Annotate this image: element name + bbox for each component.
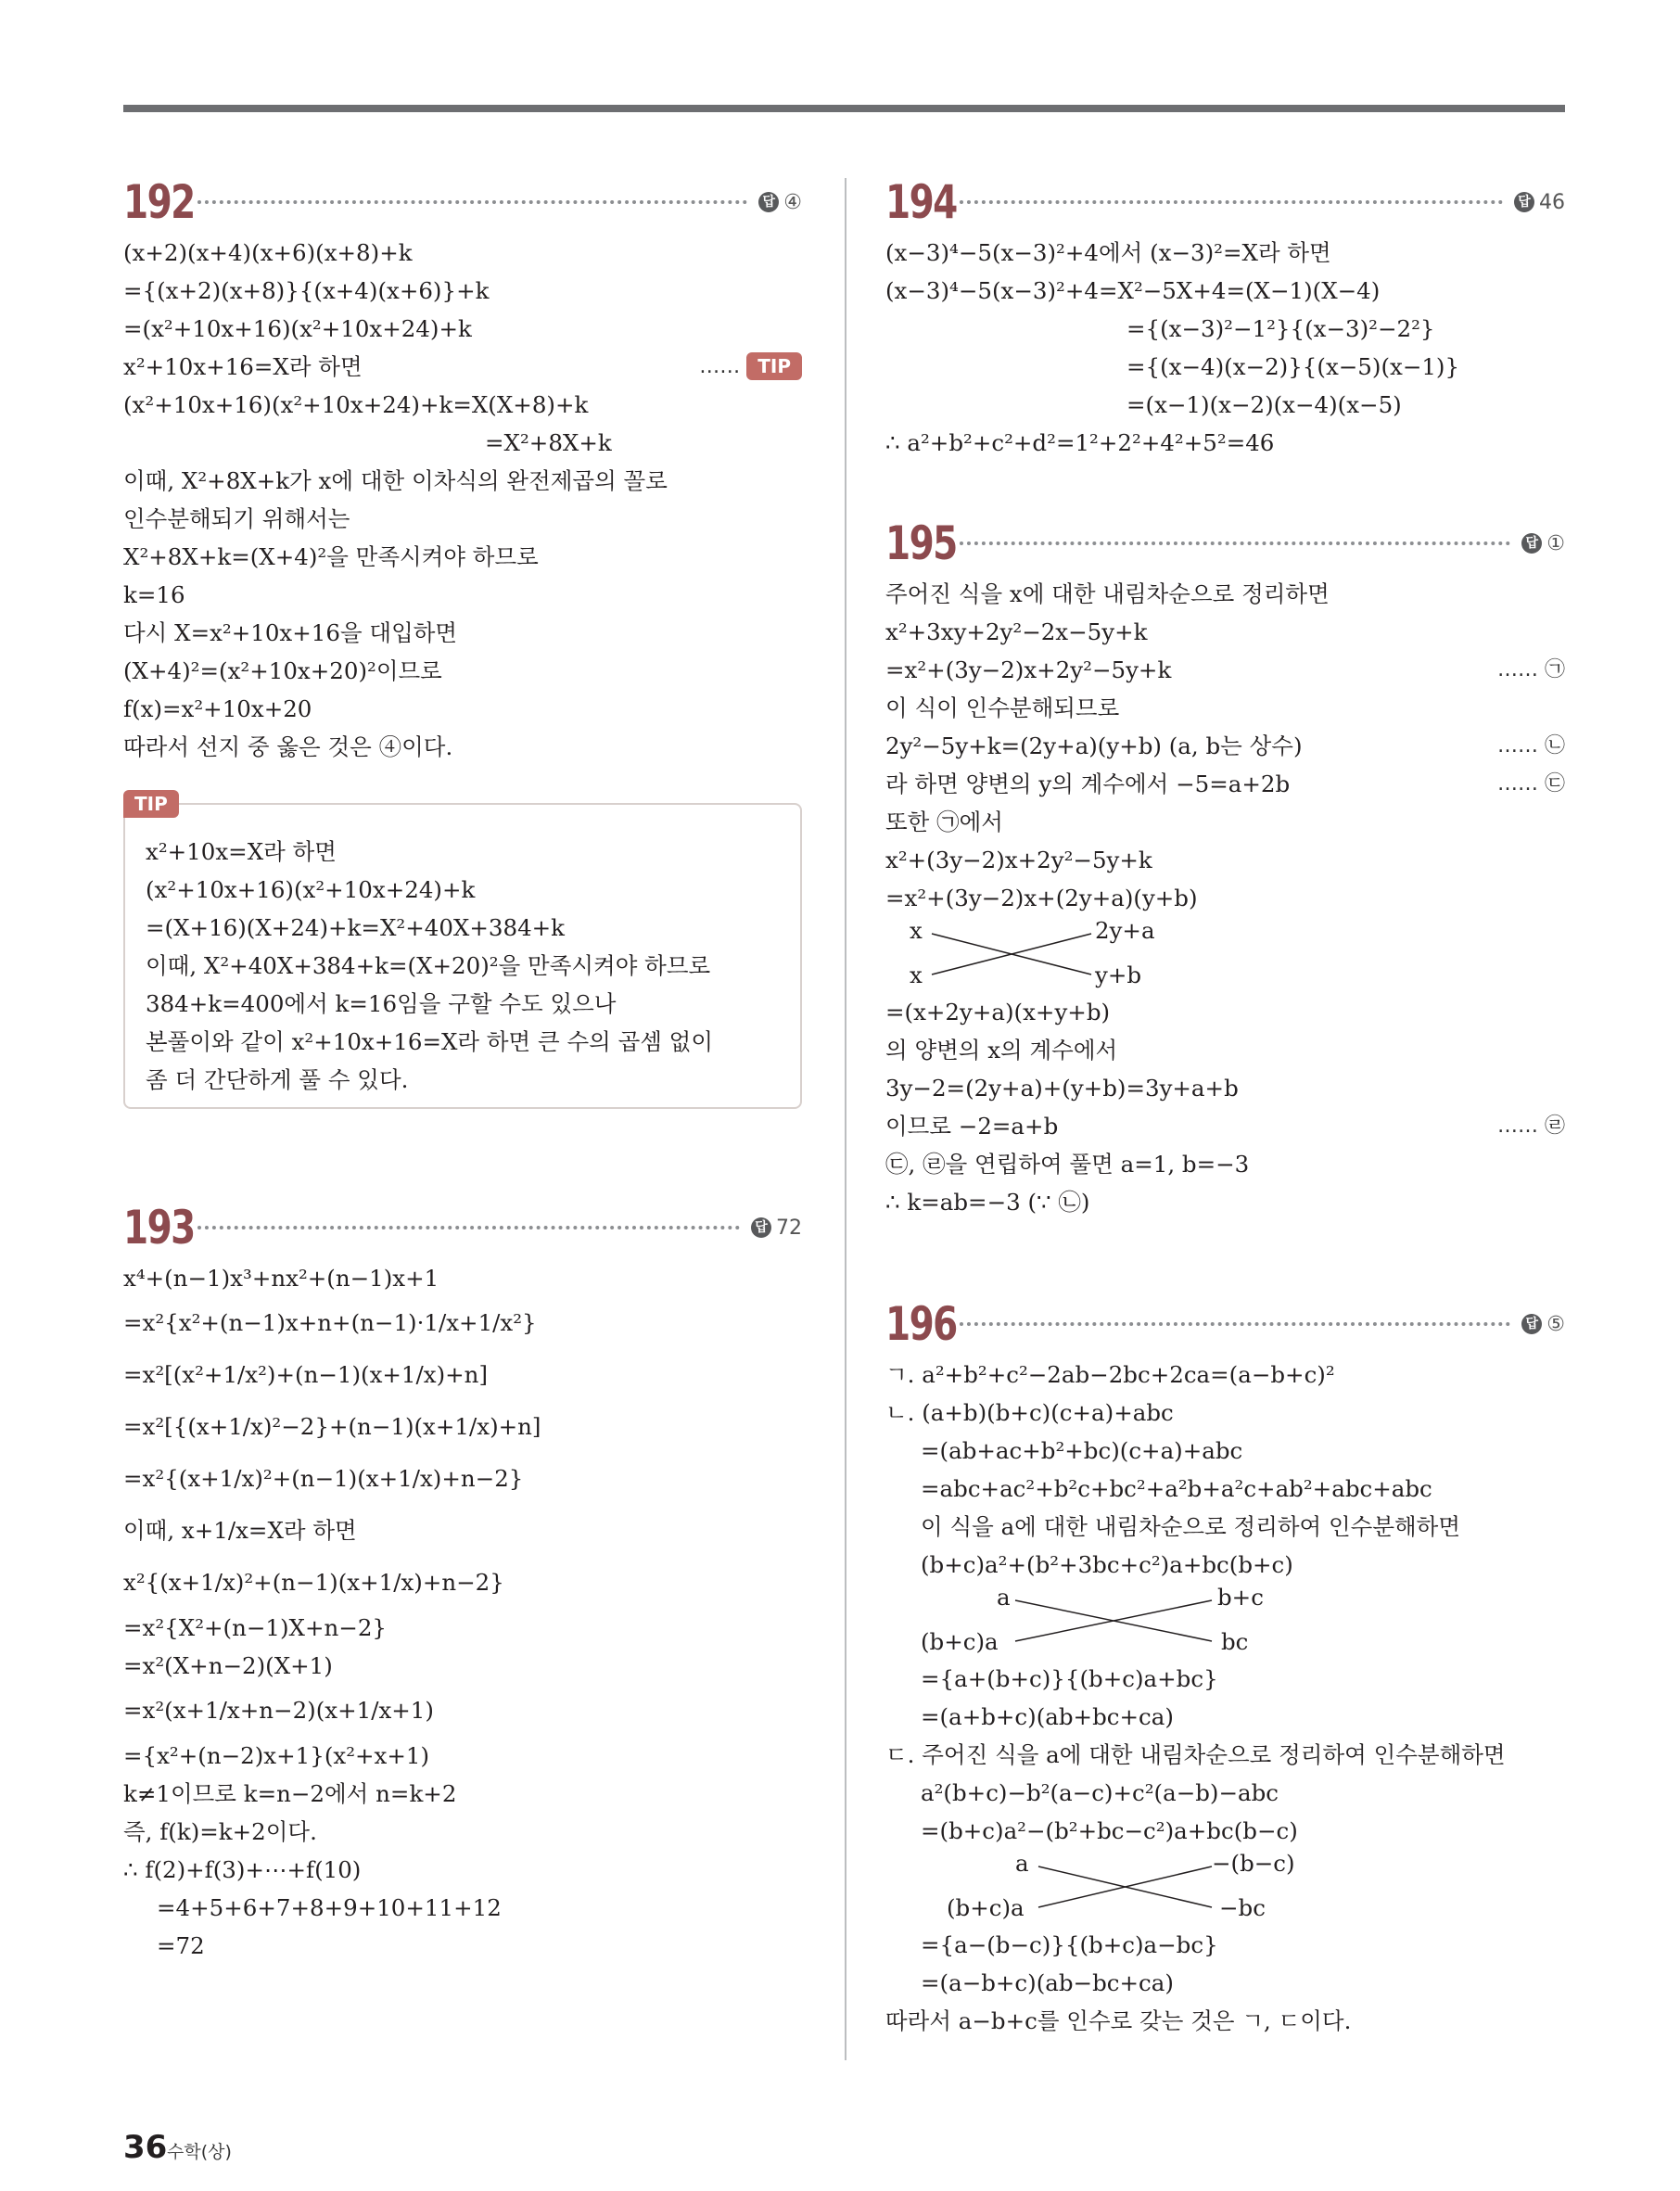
- solution-line: 2y²−5y+k=(2y+a)(y+b) (a, b는 상수) …… ㉡: [885, 727, 1565, 765]
- solution-line: ㄱ. a²+b²+c²−2ab−2bc+2ca=(a−b+c)²: [885, 1361, 1335, 1388]
- solution-line: =4+5+6+7+8+9+10+11+12: [157, 1894, 502, 1921]
- solution-line: a²(b+c)−b²(a−c)+c²(a−b)−abc: [921, 1779, 1279, 1806]
- cross-term: a: [997, 1584, 1011, 1611]
- solution-line: =(a−b+c)(ab−bc+ca): [921, 1969, 1174, 1996]
- cross-term: 2y+a: [1095, 917, 1155, 944]
- answer-label: [1521, 532, 1565, 555]
- problem-196: [885, 1298, 1565, 2040]
- tip-line: =(X+16)(X+24)+k=X²+40X+384+k: [146, 914, 566, 941]
- solution-line: (x²+10x+16)(x²+10x+24)+k=X(X+8)+k: [123, 391, 589, 418]
- solution-line: =x²[(x²+1/x²)+(n−1)(x+1/x)+n]: [123, 1361, 489, 1388]
- solution-line: =X²+8X+k: [485, 429, 612, 456]
- solution-line: k≠1이므로 k=n−2에서 n=k+2: [123, 1780, 457, 1807]
- solution-line: =x²{X²+(n−1)X+n−2}: [123, 1614, 388, 1641]
- solution-line: [123, 348, 802, 386]
- leader-dots: [197, 1226, 740, 1229]
- solution-line: 다시 X=x²+10x+16을 대입하면: [123, 619, 458, 646]
- problem-number: 196: [885, 1297, 957, 1351]
- solution-line: ∴ f(2)+f(3)+⋯+f(10): [123, 1856, 362, 1883]
- cross-term: −bc: [1219, 1894, 1266, 1921]
- problem-number: 194: [885, 175, 957, 229]
- answer-value: 46: [1539, 190, 1565, 214]
- cross-term: bc: [1221, 1628, 1249, 1655]
- equation-marker: …… ㉡: [1497, 734, 1565, 758]
- leader-dots: [960, 541, 1510, 545]
- answer-mark-icon: 답: [751, 1217, 771, 1238]
- cross-multiplication-diagram: [885, 1850, 1565, 1926]
- solution-line: =72: [157, 1932, 205, 1959]
- solution-line: =(a+b+c)(ab+bc+ca): [921, 1703, 1174, 1730]
- page-number: 36: [123, 2129, 168, 2166]
- answer-mark-icon: 답: [1521, 1314, 1542, 1334]
- solution-line: 이 식을 a에 대한 내림차순으로 정리하여 인수분해하면: [921, 1513, 1461, 1540]
- solution-line: =(x+2y+a)(x+y+b): [885, 999, 1111, 1025]
- answer-label: [758, 191, 802, 214]
- solution-line: =(b+c)a²−(b²+bc−c²)a+bc(b−c): [921, 1817, 1298, 1844]
- problem-header: [123, 1202, 802, 1254]
- solution-line: (x−3)⁴−5(x−3)²+4=X²−5X+4=(X−1)(X−4): [885, 277, 1381, 304]
- solution-line: ㄷ. 주어진 식을 a에 대한 내림차순으로 정리하여 인수분해하면: [885, 1741, 1506, 1768]
- problem-194: [885, 176, 1565, 462]
- solution-line: ㉢, ㉣을 연립하여 풀면 a=1, b=−3: [885, 1151, 1250, 1178]
- solution-line: ∴ a²+b²+c²+d²=1²+2²+4²+5²=46: [885, 429, 1275, 456]
- solution-line: =x²(X+n−2)(X+1): [123, 1652, 333, 1679]
- problem-header: [885, 517, 1565, 569]
- solution-line: (x+2)(x+4)(x+6)(x+8)+k: [123, 239, 413, 266]
- solution-line: 즉, f(k)=k+2이다.: [123, 1818, 317, 1845]
- solution-line: =(x²+10x+16)(x²+10x+24)+k: [123, 315, 472, 342]
- equation-marker: …… ㉠: [1497, 658, 1565, 682]
- answer-mark-icon: 답: [758, 192, 779, 212]
- tip-line: x²+10x=X라 하면: [146, 838, 337, 865]
- solution-line: =x²(x+1/x+n−2)(x+1/x+1): [123, 1697, 434, 1724]
- tip-line: 좀 더 간단하게 풀 수 있다.: [146, 1066, 409, 1093]
- cross-multiplication-diagram: [885, 917, 1565, 993]
- problem-number: 193: [123, 1201, 195, 1255]
- book-title: 수학(상): [167, 2142, 232, 2162]
- answer-value: 72: [776, 1216, 802, 1240]
- solution-line: ∴ k=ab=−3 (∵ ㉡): [885, 1189, 1090, 1216]
- solution-line: x²{(x+1/x)²+(n−1)(x+1/x)+n−2}: [123, 1569, 504, 1596]
- top-rule: [123, 105, 1565, 112]
- solution-line: ={(x−4)(x−2)}{(x−5)(x−1)}: [1126, 353, 1460, 380]
- answer-label: [751, 1217, 802, 1240]
- answer-mark-icon: 답: [1514, 192, 1534, 212]
- equation-marker: …… ㉢: [1497, 772, 1565, 796]
- answer-value: ⑤: [1546, 1312, 1565, 1336]
- solution-line: X²+8X+k=(X+4)²을 만족시켜야 하므로: [123, 543, 539, 570]
- column-divider: [845, 178, 846, 2060]
- tip-line: 384+k=400에서 k=16임을 구할 수도 있으나: [146, 990, 617, 1017]
- solution-line: ={(x−3)²−1²}{(x−3)²−2²}: [1126, 315, 1435, 342]
- tip-line: 이때, X²+40X+384+k=(X+20)²을 만족시켜야 하므로: [146, 952, 711, 979]
- solution-line: 인수분해되기 위해서는: [123, 505, 350, 532]
- cross-term: x: [910, 962, 923, 988]
- cross-term: b+c: [1217, 1584, 1264, 1611]
- solution-line: ={a+(b+c)}{(b+c)a+bc}: [921, 1665, 1218, 1692]
- equation-marker: …… ㉣: [1497, 1115, 1565, 1138]
- answer-value: ①: [1546, 531, 1565, 555]
- solution-line: =x²+(3y−2)x+(2y+a)(y+b): [885, 885, 1198, 911]
- solution-line: 또한 ㉠에서: [885, 809, 1003, 835]
- solution-text: x²+10x+16=X라 하면: [123, 353, 363, 380]
- cross-term: (b+c)a: [947, 1894, 1025, 1921]
- solution-line: 이때, X²+8X+k가 x에 대한 이차식의 완전제곱의 꼴로: [123, 467, 668, 494]
- solution-line: =x²[{(x+1/x)²−2}+(n−1)(x+1/x)+n]: [123, 1413, 541, 1440]
- tip-badge: TIP: [746, 352, 802, 380]
- leader-dots: [960, 1322, 1510, 1326]
- solution-line: =x²+(3y−2)x+2y²−5y+k …… ㉠: [885, 651, 1565, 689]
- tip-badge: TIP: [123, 790, 179, 818]
- solution-line: =(ab+ac+b²+bc)(c+a)+abc: [921, 1437, 1243, 1464]
- leader-dots: [960, 200, 1503, 204]
- problem-header: [123, 176, 802, 228]
- solution-line: x²+(3y−2)x+2y²−5y+k: [885, 847, 1152, 873]
- problem-header: [885, 1298, 1565, 1350]
- cross-lines: [885, 1850, 1256, 1926]
- problem-193: [123, 1202, 802, 1965]
- cross-multiplication-diagram: [885, 1584, 1565, 1660]
- solution-line: f(x)=x²+10x+20: [123, 695, 312, 722]
- cross-term: −(b−c): [1212, 1850, 1295, 1877]
- solution-line: 이때, x+1/x=X라 하면: [123, 1517, 357, 1544]
- cross-term: (b+c)a: [921, 1628, 999, 1655]
- solution-line: k=16: [123, 581, 185, 608]
- cross-term: a: [1015, 1850, 1029, 1877]
- tip-box: [123, 793, 802, 1109]
- solution-line: 주어진 식을 x에 대한 내림차순으로 정리하면: [885, 580, 1330, 607]
- problem-number: 195: [885, 516, 957, 570]
- solution-line: 3y−2=(2y+a)+(y+b)=3y+a+b: [885, 1075, 1239, 1102]
- tip-reference: …… TIP: [699, 348, 802, 386]
- solution-line: 따라서 a−b+c를 인수로 갖는 것은 ㄱ, ㄷ이다.: [885, 2007, 1352, 2034]
- solution-line: 따라서 선지 중 옳은 것은 ④이다.: [123, 733, 453, 760]
- leader-dots: [197, 200, 747, 204]
- solution-line: 의 양변의 x의 계수에서: [885, 1037, 1118, 1064]
- solution-line: 이 식이 인수분해되므로: [885, 694, 1120, 721]
- solution-line: ={a−(b−c)}{(b+c)a−bc}: [921, 1931, 1218, 1958]
- solution-line: =x²{x²+(n−1)x+n+(n−1)·1/x+1/x²}: [123, 1309, 537, 1336]
- problem-192: [123, 176, 802, 766]
- solution-line: =(x−1)(x−2)(x−4)(x−5): [1126, 391, 1402, 418]
- answer-label: [1514, 191, 1565, 214]
- solution-line: ㄴ. (a+b)(b+c)(c+a)+abc: [885, 1399, 1174, 1426]
- solution-line: x²+3xy+2y²−2x−5y+k: [885, 618, 1148, 645]
- cross-term: x: [910, 917, 923, 944]
- answer-value: ④: [783, 190, 802, 214]
- solution-line: ={x²+(n−2)x+1}(x²+x+1): [123, 1742, 430, 1769]
- solution-line: (x−3)⁴−5(x−3)²+4에서 (x−3)²=X라 하면: [885, 239, 1331, 266]
- solution-line: 이므로 −2=a+b …… ㉣: [885, 1107, 1565, 1145]
- solution-line: =abc+ac²+b²c+bc²+a²b+a²c+ab²+abc+abc: [921, 1475, 1432, 1502]
- answer-mark-icon: 답: [1521, 533, 1542, 554]
- solution-line: 라 하면 양변의 y의 계수에서 −5=a+2b …… ㉢: [885, 765, 1565, 803]
- solution-line: (X+4)²=(x²+10x+20)²이므로: [123, 657, 442, 684]
- solution-line: ={(x+2)(x+8)}{(x+4)(x+6)}+k: [123, 277, 490, 304]
- solution-line: x⁴+(n−1)x³+nx²+(n−1)x+1: [123, 1265, 439, 1292]
- tip-line: (x²+10x+16)(x²+10x+24)+k: [146, 876, 476, 903]
- solution-line: (b+c)a²+(b²+3bc+c²)a+bc(b+c): [921, 1551, 1293, 1578]
- problem-header: [885, 176, 1565, 228]
- answer-label: [1521, 1313, 1565, 1336]
- tip-line: 본풀이와 같이 x²+10x+16=X라 하면 큰 수의 곱셈 없이: [146, 1028, 714, 1055]
- cross-term: y+b: [1095, 962, 1142, 988]
- solution-line: =x²{(x+1/x)²+(n−1)(x+1/x)+n−2}: [123, 1465, 524, 1492]
- problem-195: [885, 517, 1565, 1221]
- problem-number: 192: [123, 175, 195, 229]
